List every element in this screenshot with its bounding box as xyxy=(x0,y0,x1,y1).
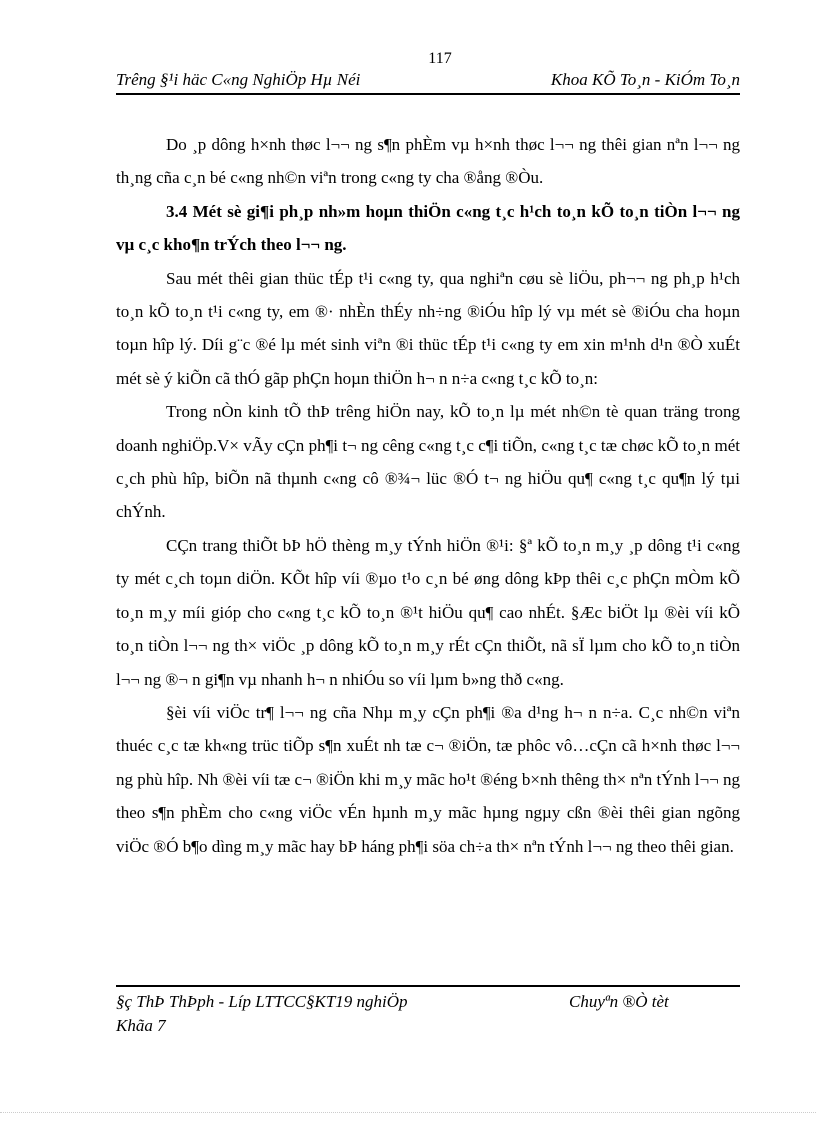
header-divider xyxy=(116,93,740,95)
document-body xyxy=(116,128,740,863)
page-footer xyxy=(116,990,740,1038)
paragraph-intro: Do ¸p dông h×nh thøc l¬¬ ng s¶n phÈm vµ h×nh thøc l¬¬ ng thêi gian nªn l¬¬ ng th¸ng cña c¸n bé c«ng nh©n viªn trong c«ng ty cha ®ång ®Òu. xyxy=(116,135,740,188)
footer-document-type: Chuyªn ®Ò tèt xyxy=(569,992,669,1011)
section-heading: 3.4 Mét sè gi¶i ph¸p nh»m hoµn thiÖn c«ng t¸c h¹ch to¸n kÕ to¸n tiÒn l¬¬ ng vµ c¸c kho¶n trÝch theo l¬¬ ng. xyxy=(116,201,740,255)
footer-course: Khãa 7 xyxy=(116,1016,166,1035)
page-number: 117 xyxy=(428,50,452,67)
header-school: Trêng §¹i häc C«ng NghiÖp Hµ Néi xyxy=(116,70,361,89)
header-department: Khoa KÕ To¸n - KiÓm To¸n xyxy=(550,70,740,89)
paragraph-wage-payment: §èi víi viÖc tr¶ l¬¬ ng cña Nhµ m¸y cÇn ph¶i ®a d¹ng h¬ n n÷a. C¸c nh©n viªn thuéc c¸c tæ kh«ng trüc tiÕp s¶n xuÉt nh tæ c¬ ®iÖn, tæ phôc vô…cÇn cã h×nh thøc l¬¬ ng phù hîp. Nh ®èi víi tæ c¬ ®iÖn khi m¸y mãc ho¹t ®éng b×nh thêng th× nªn tÝnh l¬¬ ng theo s¶n phÈm cho c«ng viÖc vÉn hµnh m¸y mãc hµng ngµy cßn ®èi thêi gian ngõng viÖc ®Ó b¶o dìng m¸y mãc hay bÞ háng ph¶i söa ch÷a th× nªn tÝnh l¬¬ ng theo thêi gian. xyxy=(116,702,740,856)
paragraph-market-economy: Trong nÒn kinh tÕ thÞ trêng hiÖn nay, kÕ to¸n lµ mét nh©n tè quan träng trong doanh nghiÖp.V× vÃy cÇn ph¶i t¬ ng cêng c«ng t¸c c¶i tiÕn, c«ng t¸c tæ chøc kÕ to¸n mét c¸ch phù hîp, biÕn nã thµnh c«ng cô ®¾¬ lüc ®Ó t¬ ng hiÖu qu¶ c«ng t¸c qu¶n lý tµi chÝnh. xyxy=(116,402,740,522)
paragraph-observation: Sau mét thêi gian thüc tÉp t¹i c«ng ty, qua nghiªn cøu sè liÖu, ph¬¬ ng ph¸p h¹ch to¸n kÕ to¸n t¹i c«ng ty, em ®· nhÈn thÉy nh÷ng ®iÓu hîp lý vµ mét sè ®iÓu cha hoµn toµn hîp lý. Díi g¨c ®é lµ mét sinh viªn ®i thüc tÉp t¹i c«ng ty em xin m¹nh d¹n ®Ò xuÉt mét sè ý kiÕn cã thÓ gãp phÇn hoµn thiÖn h¬ n n÷a c«ng t¸c kÕ to¸n: xyxy=(116,268,740,388)
paragraph-computer-equipment: CÇn trang thiÕt bÞ hÖ thèng m¸y tÝnh hiÖn ®¹i: §ª kÕ to¸n m¸y ¸p dông t¹i c«ng ty mét c¸ch toµn diÖn. KÕt hîp víi ®µo t¹o c¸n bé øng dông kÞp thêi c¸c phÇn mÒm kÕ to¸n m¸y míi gióp cho c«ng t¸c kÕ to¸n ®¹t hiÖu qu¶ cao nhÉt. §Æc biÖt lµ ®èi víi kÕ to¸n tiÒn l¬¬ ng th× viÖc ¸p dông kÕ to¸n m¸y rÉt cÇn thiÕt, nã sÏ lµm cho kÕ to¸n tiÒn l¬¬ ng ®¬ n gi¶n vµ nhanh h¬ n nhiÓu so víi lµm b»ng thð c«ng. xyxy=(116,535,740,689)
footer-author: §ç ThÞ ThÞph - Líp LTTCC§KT19 nghiÖp xyxy=(116,992,408,1011)
page-header xyxy=(116,70,740,92)
footer-divider xyxy=(116,985,740,987)
page-edge xyxy=(0,1112,816,1113)
